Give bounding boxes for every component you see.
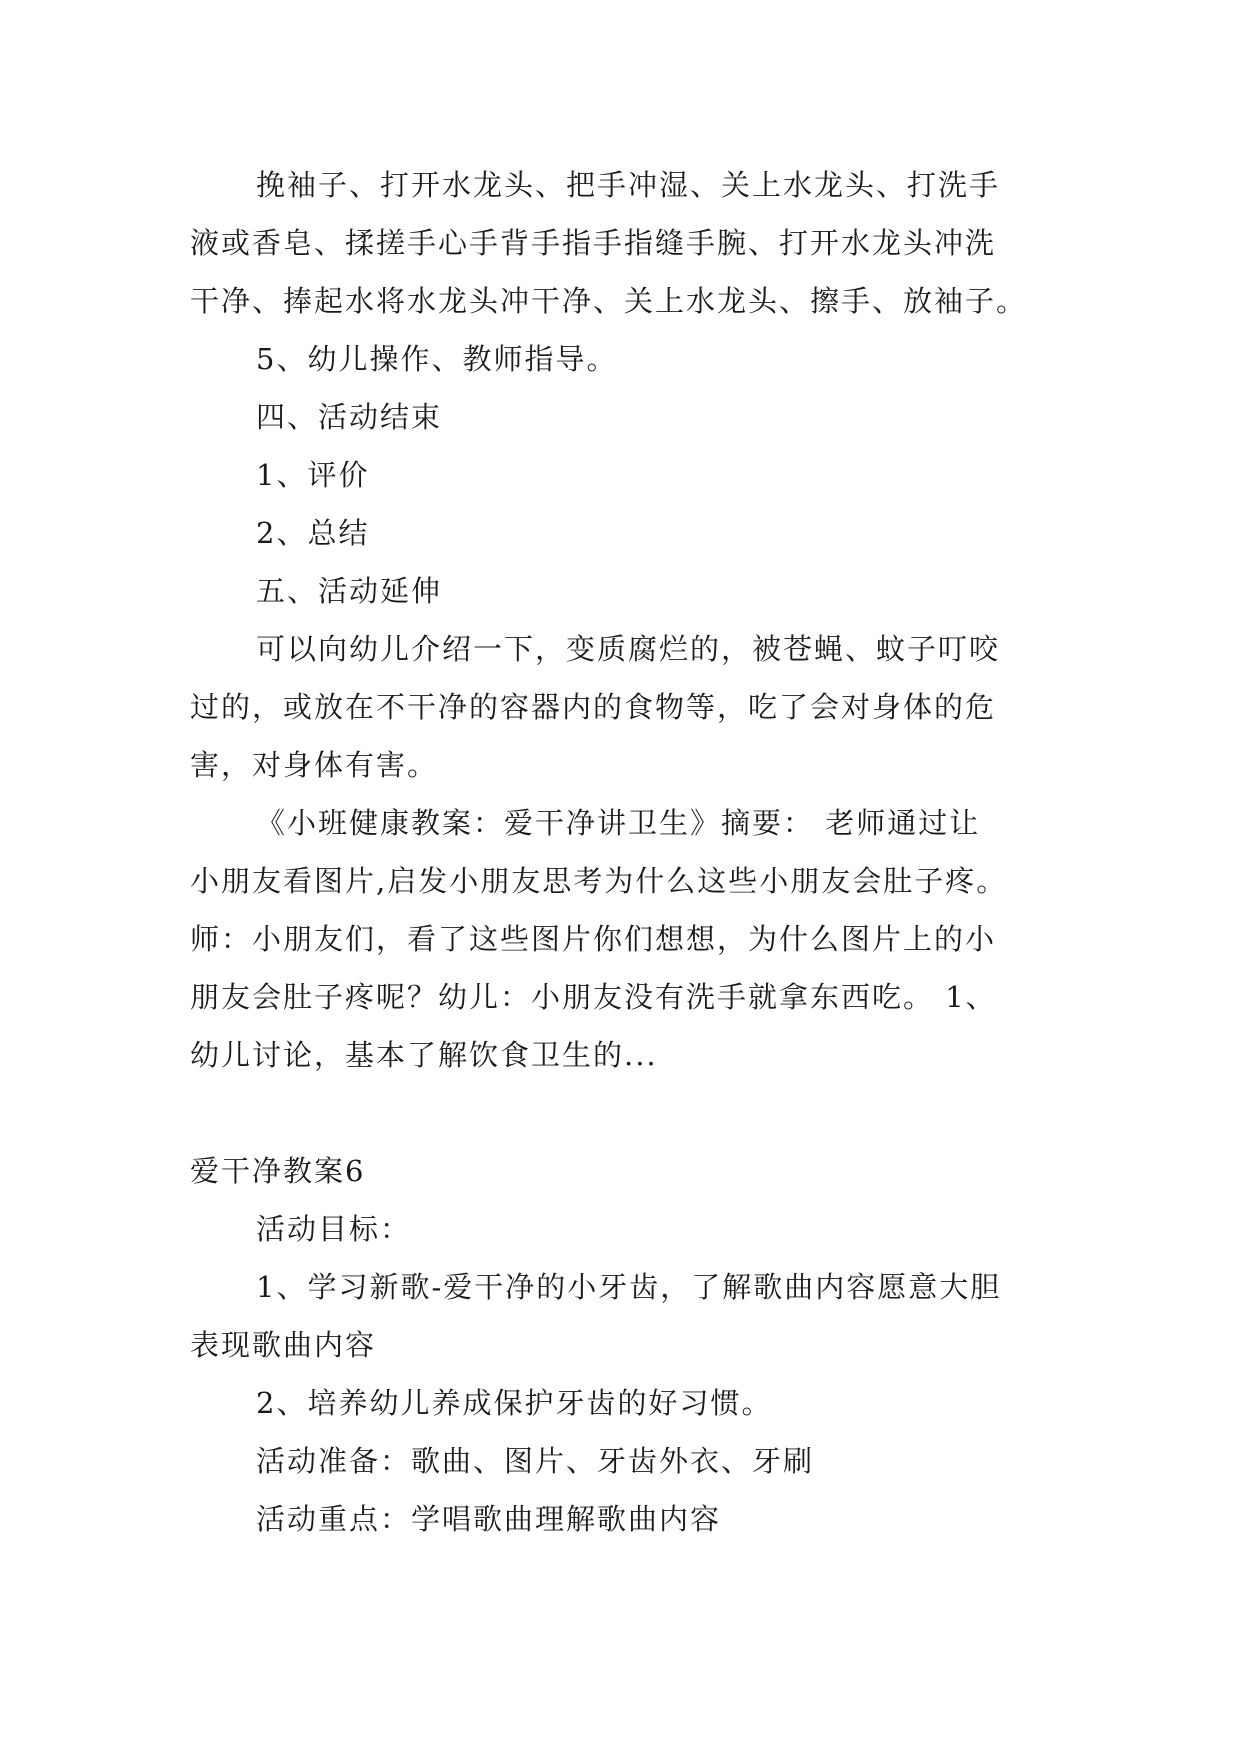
- paragraph-line: 1、评价: [256, 458, 370, 492]
- paragraph-line: 挽袖子、打开水龙头、把手冲湿、关上水龙头、打洗手: [256, 168, 1001, 202]
- paragraph-line: 5、幼儿操作、教师指导。: [256, 342, 618, 376]
- summary-line: 朋友会肚子疼呢？幼儿：小朋友没有洗手就拿东西吃。 1、: [190, 980, 997, 1014]
- paragraph-line: 干净、捧起水将水龙头冲干净、关上水龙头、擦手、放袖子。: [190, 284, 1028, 318]
- summary-line: 幼儿讨论，基本了解饮食卫生的...: [190, 1038, 658, 1072]
- summary-line: 师：小朋友们，看了这些图片你们想想，为什么图片上的小: [190, 922, 997, 956]
- section-heading: 四、活动结束: [256, 400, 443, 434]
- paragraph-line: 液或香皂、揉搓手心手背手指手指缝手腕、打开水龙头冲洗: [190, 226, 997, 260]
- paragraph-line: 2、培养幼儿养成保护牙齿的好习惯。: [256, 1386, 773, 1420]
- paragraph-line: 害，对身体有害。: [190, 748, 439, 782]
- summary-line: 《小班健康教案：爱干净讲卫生》摘要： 老师通过让: [256, 806, 981, 840]
- paragraph-line: 2、总结: [256, 516, 370, 550]
- paragraph-line: 活动准备：歌曲、图片、牙齿外衣、牙刷: [256, 1444, 815, 1478]
- paragraph-line: 活动重点：学唱歌曲理解歌曲内容: [256, 1502, 722, 1536]
- paragraph-line: 表现歌曲内容: [190, 1328, 377, 1362]
- section-heading: 五、活动延伸: [256, 574, 443, 608]
- section-heading: 活动目标：: [256, 1212, 412, 1246]
- document-title: 爱干净教案6: [190, 1154, 366, 1188]
- summary-line: 小朋友看图片,启发小朋友思考为什么这些小朋友会肚子疼。: [190, 864, 1008, 898]
- paragraph-line: 1、学习新歌-爱干净的小牙齿，了解歌曲内容愿意大胆: [256, 1270, 1002, 1304]
- paragraph-line: 可以向幼儿介绍一下，变质腐烂的，被苍蝇、蚊子叮咬: [256, 632, 1001, 666]
- paragraph-line: 过的，或放在不干净的容器内的食物等，吃了会对身体的危: [190, 690, 997, 724]
